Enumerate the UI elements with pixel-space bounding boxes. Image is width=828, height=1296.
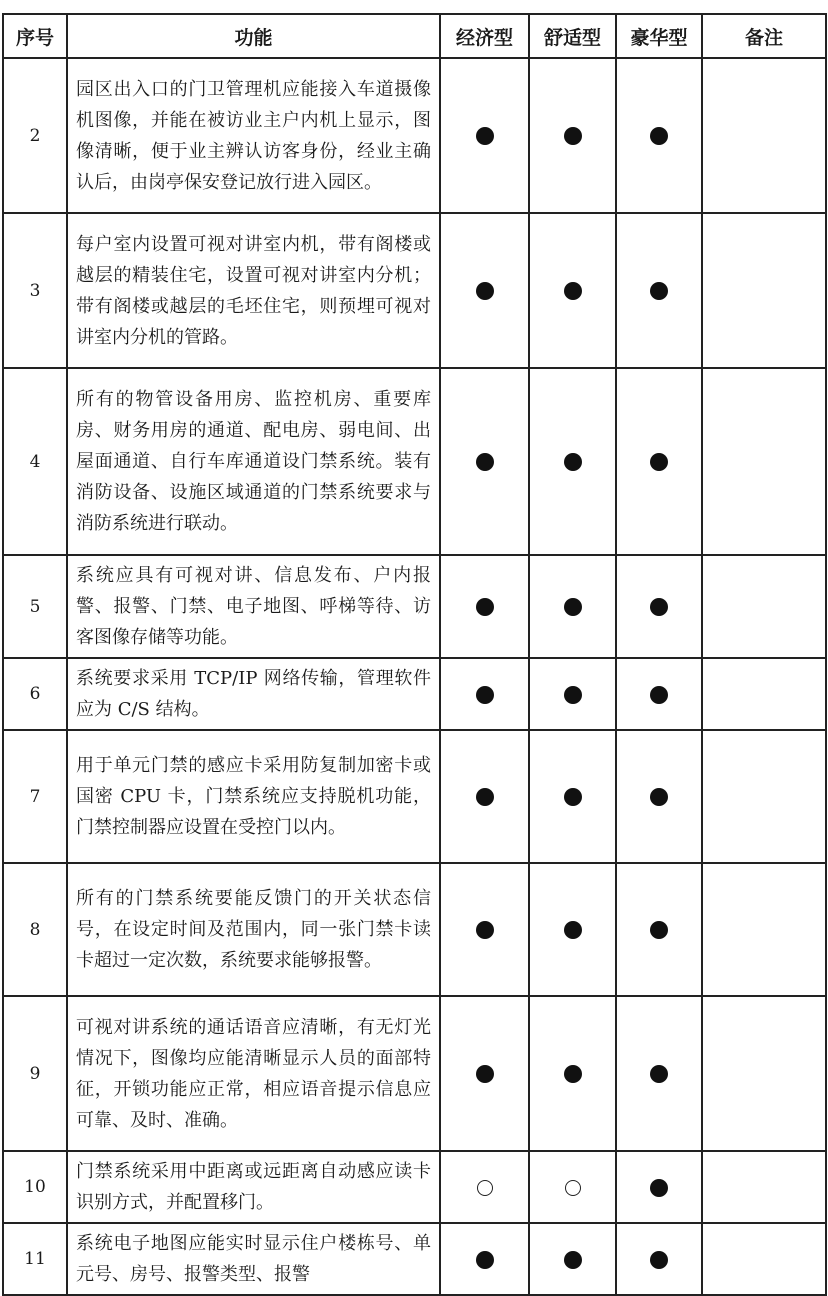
- filled-dot-icon: [564, 1065, 582, 1083]
- header-function: 功能: [67, 14, 440, 58]
- row-function-text: 每户室内设置可视对讲室内机，带有阁楼或越层的精装住宅，设置可视对讲室内分机；带有阁楼或越层的毛坯住宅，则预埋可视对讲室内分机的管路。: [67, 213, 440, 368]
- filled-dot-icon: [564, 921, 582, 939]
- table-row: [3, 213, 826, 368]
- row-remark: [702, 1151, 826, 1223]
- row-luxury-cell: [616, 213, 702, 368]
- filled-dot-icon: [476, 686, 494, 704]
- table-row: [3, 58, 826, 213]
- row-remark: [702, 730, 826, 863]
- filled-dot-icon: [564, 1251, 582, 1269]
- row-remark: [702, 863, 826, 996]
- filled-dot-icon: [650, 127, 668, 145]
- row-luxury-cell: [616, 658, 702, 730]
- requirements-table: [2, 13, 827, 1296]
- table-row: [3, 730, 826, 863]
- row-comfort-cell: [529, 1151, 616, 1223]
- hollow-circle-icon: [565, 1180, 581, 1196]
- row-economy-cell: [440, 658, 529, 730]
- row-comfort-cell: [529, 1223, 616, 1295]
- row-function-text: 系统电子地图应能实时显示住户楼栋号、单元号、房号、报警类型、报警: [67, 1223, 440, 1295]
- filled-dot-icon: [476, 1251, 494, 1269]
- row-luxury-cell: [616, 996, 702, 1151]
- filled-dot-icon: [476, 127, 494, 145]
- row-function-text: 园区出入口的门卫管理机应能接入车道摄像机图像，并能在被访业主户内机上显示，图像清晰，便于业主辨认访客身份，经业主确认后，由岗亭保安登记放行进入园区。: [67, 58, 440, 213]
- row-comfort-cell: [529, 213, 616, 368]
- row-function-text: 系统应具有可视对讲、信息发布、户内报警、报警、门禁、电子地图、呼梯等待、访客图像存储等功能。: [67, 555, 440, 658]
- row-comfort-cell: [529, 555, 616, 658]
- header-economy: 经济型: [440, 14, 529, 58]
- filled-dot-icon: [564, 686, 582, 704]
- filled-dot-icon: [650, 1251, 668, 1269]
- table-row: [3, 368, 826, 555]
- row-economy-cell: [440, 730, 529, 863]
- filled-dot-icon: [564, 788, 582, 806]
- row-function-text: 所有的门禁系统要能反馈门的开关状态信号，在设定时间及范围内，同一张门禁卡读卡超过一定次数，系统要求能够报警。: [67, 863, 440, 996]
- filled-dot-icon: [476, 1065, 494, 1083]
- row-luxury-cell: [616, 58, 702, 213]
- row-function-text: 用于单元门禁的感应卡采用防复制加密卡或国密 CPU 卡，门禁系统应支持脱机功能，门禁控制器应设置在受控门以内。: [67, 730, 440, 863]
- row-comfort-cell: [529, 58, 616, 213]
- row-remark: [702, 658, 826, 730]
- row-luxury-cell: [616, 730, 702, 863]
- row-comfort-cell: [529, 863, 616, 996]
- filled-dot-icon: [476, 598, 494, 616]
- row-number: 5: [3, 555, 67, 658]
- header-luxury: 豪华型: [616, 14, 702, 58]
- row-luxury-cell: [616, 1223, 702, 1295]
- filled-dot-icon: [564, 453, 582, 471]
- row-economy-cell: [440, 58, 529, 213]
- row-economy-cell: [440, 368, 529, 555]
- filled-dot-icon: [476, 453, 494, 471]
- row-function-text: 门禁系统采用中距离或远距离自动感应读卡识别方式，并配置移门。: [67, 1151, 440, 1223]
- row-number: 8: [3, 863, 67, 996]
- row-economy-cell: [440, 863, 529, 996]
- filled-dot-icon: [564, 127, 582, 145]
- row-number: 9: [3, 996, 67, 1151]
- filled-dot-icon: [650, 921, 668, 939]
- row-remark: [702, 1223, 826, 1295]
- row-comfort-cell: [529, 368, 616, 555]
- row-comfort-cell: [529, 996, 616, 1151]
- row-number: 7: [3, 730, 67, 863]
- row-remark: [702, 996, 826, 1151]
- filled-dot-icon: [650, 1179, 668, 1197]
- row-function-text: 系统要求采用 TCP/IP 网络传输，管理软件应为 C/S 结构。: [67, 658, 440, 730]
- filled-dot-icon: [564, 598, 582, 616]
- row-function-text: 所有的物管设备用房、监控机房、重要库房、财务用房的通道、配电房、弱电间、出屋面通道、自行车库通道设门禁系统。装有消防设备、设施区域通道的门禁系统要求与消防系统进行联动。: [67, 368, 440, 555]
- header-comfort: 舒适型: [529, 14, 616, 58]
- row-number: 2: [3, 58, 67, 213]
- filled-dot-icon: [650, 453, 668, 471]
- filled-dot-icon: [564, 282, 582, 300]
- row-luxury-cell: [616, 368, 702, 555]
- row-number: 4: [3, 368, 67, 555]
- table-row: [3, 555, 826, 658]
- header-row: [3, 14, 826, 58]
- row-economy-cell: [440, 1223, 529, 1295]
- row-luxury-cell: [616, 1151, 702, 1223]
- row-number: 10: [3, 1151, 67, 1223]
- filled-dot-icon: [650, 788, 668, 806]
- row-economy-cell: [440, 555, 529, 658]
- table-row: [3, 996, 826, 1151]
- table-row: [3, 1151, 826, 1223]
- row-remark: [702, 213, 826, 368]
- row-comfort-cell: [529, 658, 616, 730]
- filled-dot-icon: [650, 686, 668, 704]
- hollow-circle-icon: [477, 1180, 493, 1196]
- filled-dot-icon: [650, 282, 668, 300]
- table-row: [3, 863, 826, 996]
- row-luxury-cell: [616, 863, 702, 996]
- row-economy-cell: [440, 1151, 529, 1223]
- row-remark: [702, 555, 826, 658]
- row-number: 6: [3, 658, 67, 730]
- table-row: [3, 658, 826, 730]
- row-economy-cell: [440, 213, 529, 368]
- filled-dot-icon: [650, 1065, 668, 1083]
- header-no: 序号: [3, 14, 67, 58]
- row-function-text: 可视对讲系统的通话语音应清晰，有无灯光情况下，图像均应能清晰显示人员的面部特征，开锁功能应正常，相应语音提示信息应可靠、及时、准确。: [67, 996, 440, 1151]
- row-remark: [702, 368, 826, 555]
- table-row: [3, 1223, 826, 1295]
- header-remark: 备注: [702, 14, 826, 58]
- row-comfort-cell: [529, 730, 616, 863]
- row-number: 11: [3, 1223, 67, 1295]
- row-remark: [702, 58, 826, 213]
- filled-dot-icon: [476, 921, 494, 939]
- filled-dot-icon: [650, 598, 668, 616]
- filled-dot-icon: [476, 788, 494, 806]
- row-luxury-cell: [616, 555, 702, 658]
- filled-dot-icon: [476, 282, 494, 300]
- row-number: 3: [3, 213, 67, 368]
- row-economy-cell: [440, 996, 529, 1151]
